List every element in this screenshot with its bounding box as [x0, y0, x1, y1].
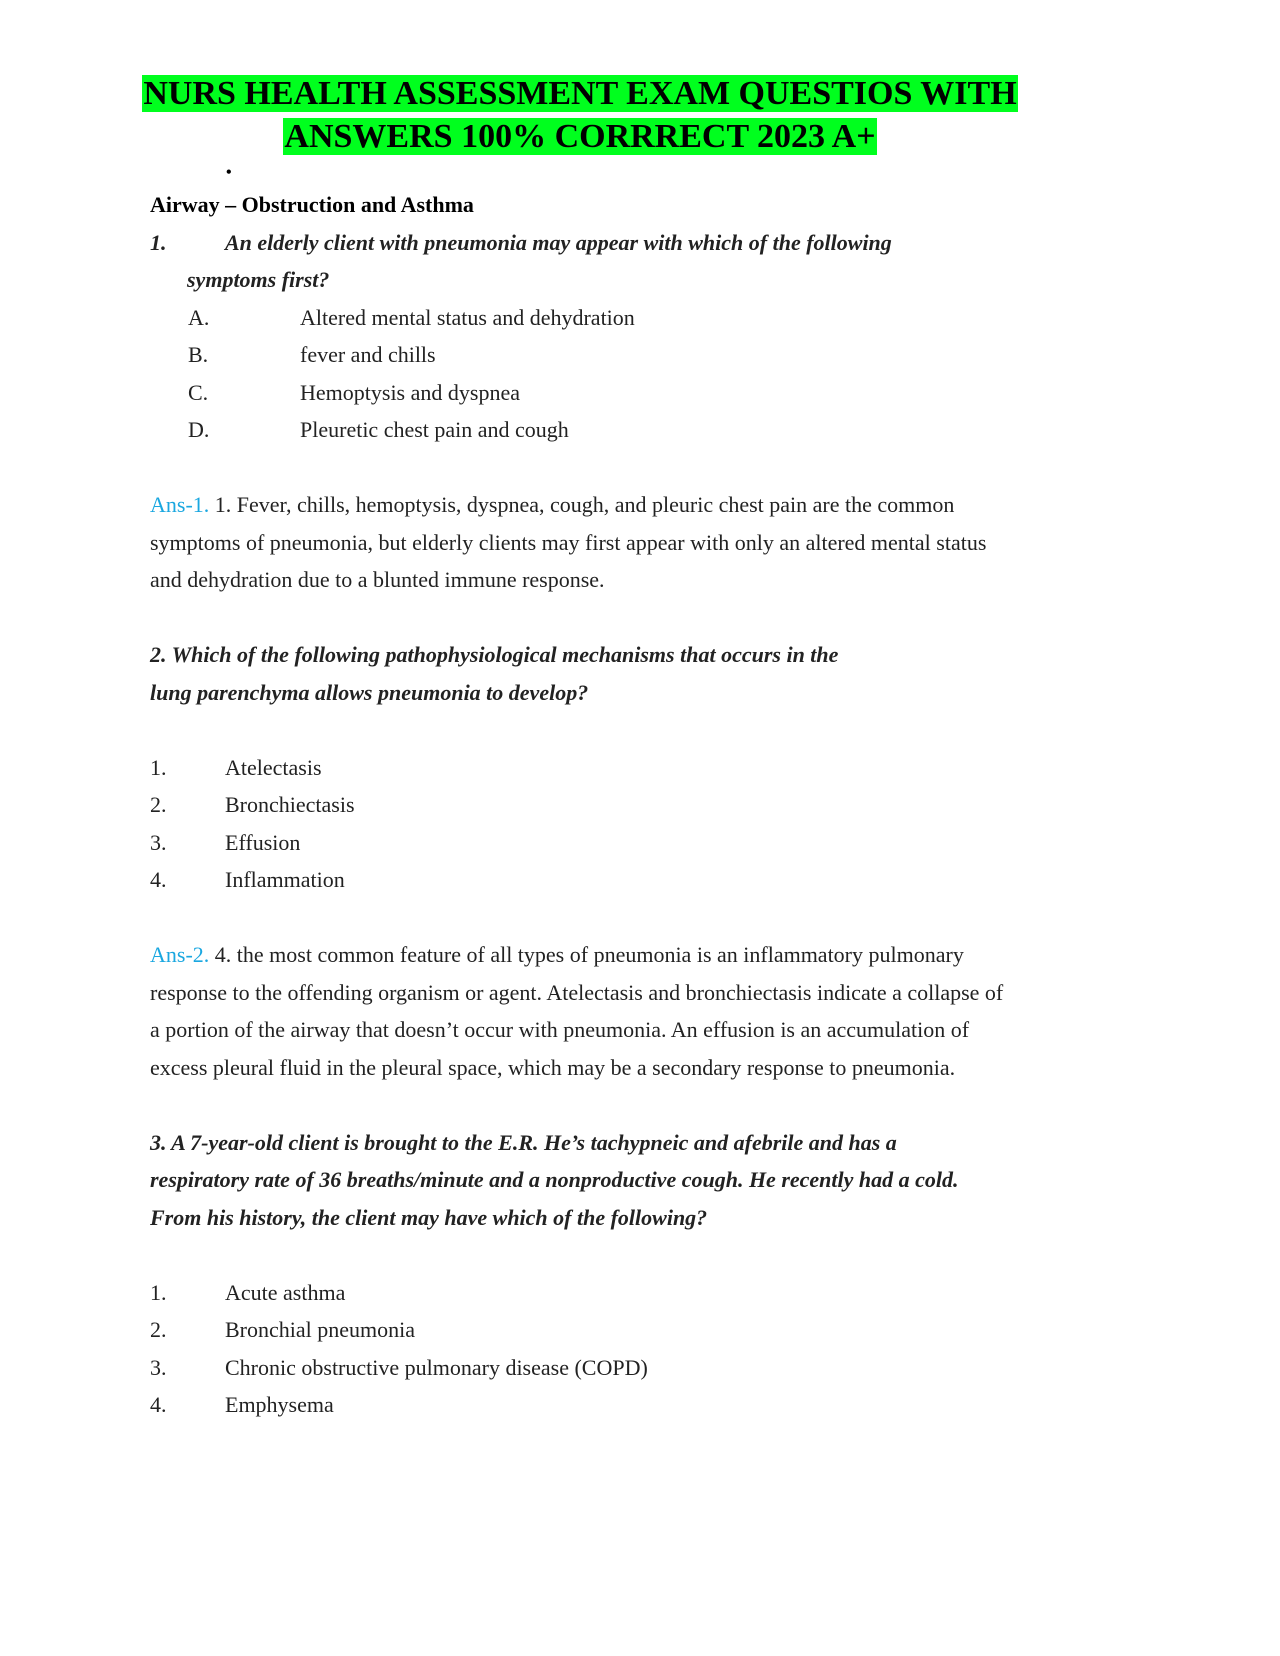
answer-2-line-4: excess pleural fluid in the pleural space, which may be a secondary response to pneumonia. — [150, 1054, 956, 1080]
question-1-text-line-2: symptoms first? — [187, 267, 330, 292]
option-label: 2. — [150, 792, 167, 817]
question-3-text-line-3: From his history, the client may have which of the following? — [150, 1204, 708, 1230]
question-2-option-2 — [150, 786, 1140, 824]
option-label: 3. — [150, 1354, 167, 1380]
option-label: 1. — [150, 754, 167, 780]
spacer — [150, 599, 1140, 637]
option-label: 2. — [150, 1317, 167, 1342]
question-2-option-3 — [150, 824, 1140, 862]
question-1-option-b — [150, 336, 1140, 374]
option-text: Altered mental status and dehydration — [300, 304, 635, 330]
option-text: Chronic obstructive pulmonary disease (COPD) — [225, 1354, 648, 1380]
option-text: Acute asthma — [225, 1279, 346, 1305]
question-2-option-4 — [150, 861, 1140, 899]
question-1-number: 1. — [150, 229, 167, 255]
spacer — [150, 711, 1140, 749]
answer-1 — [150, 486, 1140, 599]
option-text: Inflammation — [225, 867, 345, 892]
title-line-1: NURS HEALTH ASSESSMENT EXAM QUESTIOS WITH — [143, 75, 1017, 112]
option-text: Effusion — [225, 829, 301, 855]
bullet-mark: • — [226, 164, 232, 181]
option-label: D. — [188, 417, 210, 442]
question-2-option-1 — [150, 749, 1140, 787]
answer-2-label: Ans-2. — [150, 942, 210, 967]
option-text: Pleuretic chest pain and cough — [300, 417, 569, 442]
answer-1-label: Ans-1. — [150, 492, 210, 517]
option-label: 3. — [150, 829, 167, 855]
document-title — [80, 72, 1080, 158]
question-3 — [150, 1124, 1140, 1237]
title-line-2: ANSWERS 100% CORRRECT 2023 A+ — [284, 118, 876, 155]
option-label: C. — [188, 379, 209, 405]
answer-1-line-3: and dehydration due to a blunted immune response. — [150, 567, 605, 592]
option-text: Atelectasis — [225, 754, 322, 780]
spacer — [150, 1236, 1140, 1274]
option-label: B. — [188, 342, 209, 367]
question-1-text-line-1: An elderly client with pneumonia may appear with which of the following — [225, 229, 892, 255]
option-text: Bronchiectasis — [225, 792, 355, 817]
answer-2-line-1: 4. the most common feature of all types of pneumonia is an inflammatory pulmonary — [209, 942, 964, 967]
option-text: Bronchial pneumonia — [225, 1317, 416, 1342]
option-label: 4. — [150, 1392, 167, 1417]
spacer — [150, 1086, 1140, 1124]
question-3-option-2 — [150, 1311, 1140, 1349]
answer-2-line-2: response to the offending organism or agent. Atelectasis and bronchiectasis indicate a collapse of — [150, 979, 1004, 1005]
option-label: 4. — [150, 867, 167, 892]
question-3-option-1 — [150, 1274, 1140, 1312]
option-label: A. — [188, 304, 210, 330]
question-3-text-line-1: 3. A 7-year-old client is brought to the E.R. He’s tachypneic and afebrile and has a — [150, 1129, 897, 1155]
section-heading: Airway – Obstruction and Asthma — [150, 192, 474, 217]
option-label: 1. — [150, 1279, 167, 1305]
question-1-option-c — [150, 374, 1140, 412]
question-1 — [150, 224, 1140, 299]
option-text: fever and chills — [300, 342, 436, 367]
answer-1-line-2: symptoms of pneumonia, but elderly clients may first appear with only an altered mental status — [150, 529, 987, 555]
spacer — [150, 899, 1140, 937]
question-3-text-line-2: respiratory rate of 36 breaths/minute and a nonproductive cough. He recently had a cold. — [150, 1167, 959, 1192]
spacer — [150, 449, 1140, 487]
question-1-option-d — [150, 411, 1140, 449]
answer-2 — [150, 936, 1140, 1086]
answer-2-line-3: a portion of the airway that doesn’t occur with pneumonia. An effusion is an accumulation of — [150, 1017, 970, 1042]
question-3-option-4 — [150, 1386, 1140, 1424]
answer-1-line-1: 1. Fever, chills, hemoptysis, dyspnea, cough, and pleuric chest pain are the common — [209, 492, 955, 517]
question-3-option-3 — [150, 1349, 1140, 1387]
document-body — [150, 186, 1140, 1424]
question-1-option-a — [150, 299, 1140, 337]
question-2-text-line-1: 2. Which of the following pathophysiological mechanisms that occurs in the — [150, 642, 839, 667]
option-text: Hemoptysis and dyspnea — [300, 379, 520, 405]
question-2-text-line-2: lung parenchyma allows pneumonia to develop? — [150, 679, 589, 705]
question-2 — [150, 636, 1140, 711]
option-text: Emphysema — [225, 1392, 334, 1417]
